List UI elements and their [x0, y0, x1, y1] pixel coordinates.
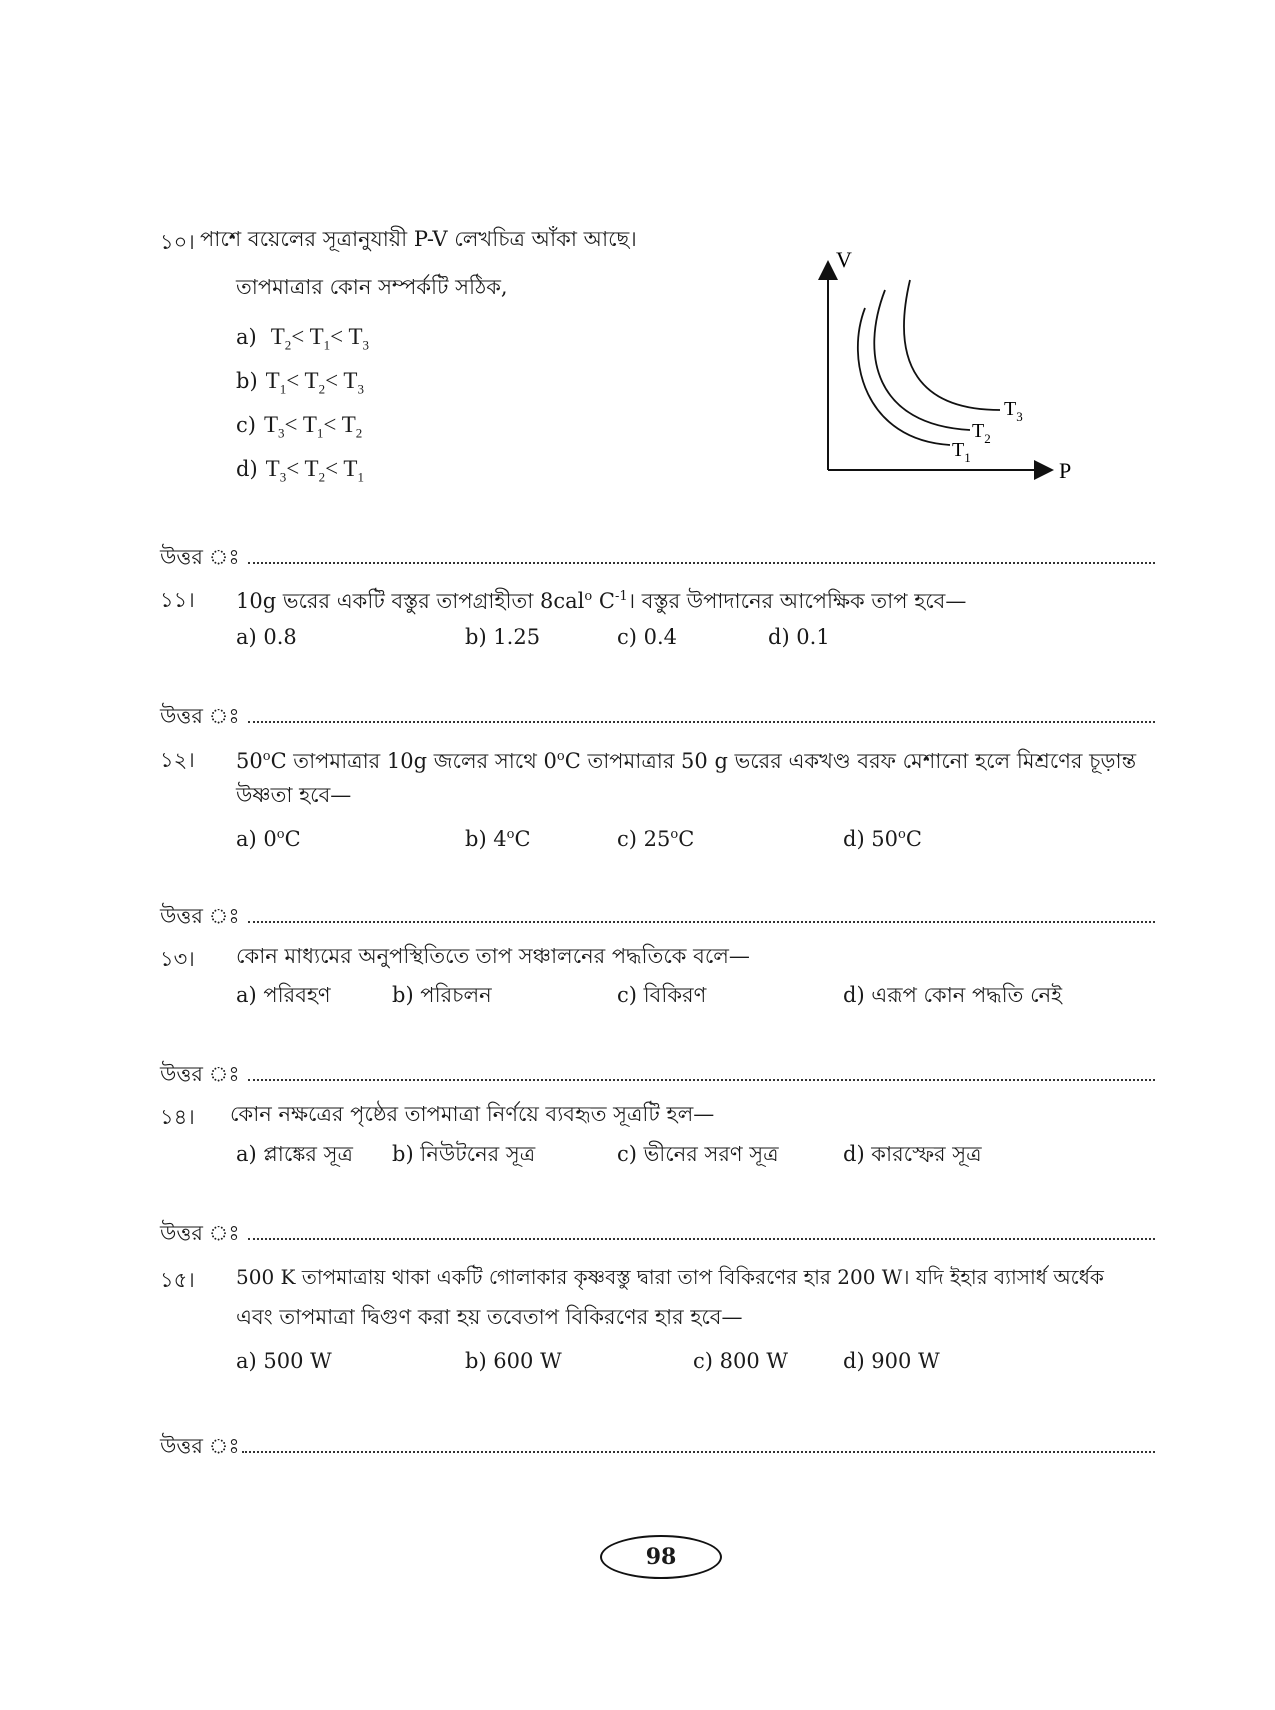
- q15-text-line2: এবং তাপমাত্রা দ্বিগুণ করা হয় তবেতাপ বিকিরণের হার হবে—: [236, 1305, 743, 1329]
- answer-label: উত্তর ঃ: [160, 1434, 240, 1458]
- q13-option-d[interactable]: d) এরূপ কোন পদ্ধতি নেই: [843, 983, 1063, 1007]
- answer-line-q11[interactable]: [160, 701, 1155, 731]
- q14-option-d[interactable]: d) কারস্ফের সূত্র: [843, 1142, 982, 1166]
- answer-label: উত্তর ঃ: [160, 1221, 240, 1245]
- answer-line-q15[interactable]: [160, 1431, 1155, 1461]
- q15-option-a[interactable]: a) 500 W: [236, 1349, 332, 1373]
- q11-number: ১১।: [160, 588, 195, 612]
- q10-option-c[interactable]: c) $T_3< T_1< T_2$: [236, 412, 363, 441]
- q15-option-c[interactable]: c) 800 W: [693, 1349, 788, 1373]
- q11-text: 10g ভরের একটি বস্তুর তাপগ্রাহীতা 8cal$^o$ $C^{-1}।$ বস্তুর উপাদানের আপেক্ষিক তাপ হবে—: [236, 589, 967, 613]
- p-axis-label: P: [1059, 458, 1072, 483]
- q14-number: ১৪।: [160, 1105, 195, 1129]
- q12-text: 50$^o$C তাপমাত্রার 10g জলের সাথে 0$^o$C তাপমাত্রার 50 g ভরের একখণ্ড বরফ মেশানো হলে মিশ্রণের চূড়ান্ত: [236, 749, 1137, 773]
- q10-option-b[interactable]: b) $T_1< T_2< T_3$: [236, 368, 364, 397]
- q10-option-a[interactable]: a) $T_2< T_1< T_3$: [236, 324, 370, 353]
- q12-option-a[interactable]: a) 0$^o$C: [236, 827, 301, 851]
- q11-option-b[interactable]: b) 1.25: [465, 625, 541, 649]
- q11-option-c[interactable]: c) 0.4: [617, 625, 678, 649]
- q15-option-d[interactable]: d) 900 W: [843, 1349, 940, 1373]
- pv-graph: [810, 240, 1110, 490]
- answer-label: উত্তর ঃ: [160, 545, 240, 569]
- q14-option-a[interactable]: a) প্লাঙ্কের সূত্র: [236, 1142, 353, 1166]
- isotherm-t2: [874, 290, 970, 430]
- answer-line-q14[interactable]: [160, 1218, 1155, 1248]
- q12-option-d[interactable]: d) 50$^o$C: [843, 827, 922, 851]
- answer-label: উত্তর ঃ: [160, 1062, 240, 1086]
- q11-option-d[interactable]: d) 0.1: [768, 625, 830, 649]
- q10-number: ১০।: [160, 230, 195, 254]
- page-number: 98: [600, 1535, 722, 1579]
- q12-option-c[interactable]: c) 25$^o$C: [617, 827, 695, 851]
- curve-label-t1: $T_1$: [952, 439, 971, 465]
- q15-number: ১৫।: [160, 1268, 195, 1292]
- answer-line-q13[interactable]: [160, 1059, 1155, 1089]
- q10-subtext: তাপমাত্রার কোন সম্পর্কটি সঠিক,: [236, 275, 508, 299]
- q13-option-c[interactable]: c) বিকিরণ: [617, 983, 707, 1007]
- q11-option-a[interactable]: a) 0.8: [236, 625, 297, 649]
- q13-number: ১৩।: [160, 947, 195, 971]
- q13-text: কোন মাধ্যমের অনুপস্থিতিতে তাপ সঞ্চালনের পদ্ধতিকে বলে—: [236, 944, 750, 968]
- q13-option-a[interactable]: a) পরিবহণ: [236, 983, 331, 1007]
- answer-label: উত্তর ঃ: [160, 704, 240, 728]
- v-axis-label: V: [836, 247, 852, 272]
- q14-option-c[interactable]: c) ভীনের সরণ সূত্র: [617, 1142, 779, 1166]
- curve-label-t2: $T_2$: [972, 420, 991, 446]
- answer-label: উত্তর ঃ: [160, 904, 240, 928]
- q12-option-b[interactable]: b) 4$^o$C: [465, 827, 531, 851]
- q14-text: কোন নক্ষত্রের পৃষ্ঠের তাপমাত্রা নির্ণয়ে ব্যবহৃত সূত্রটি হল—: [230, 1102, 715, 1126]
- curve-label-t3: $T_3$: [1004, 398, 1023, 424]
- isotherm-t3: [904, 280, 1000, 410]
- q13-option-b[interactable]: b) পরিচলন: [392, 983, 492, 1007]
- q12-number: ১২।: [160, 748, 195, 772]
- q10-text: পাশে বয়েলের সূত্রানুযায়ী P-V লেখচিত্র আঁকা আছে।: [200, 227, 637, 251]
- answer-line-q12[interactable]: [160, 901, 1155, 931]
- answer-line-q10[interactable]: [160, 542, 1155, 572]
- q14-option-b[interactable]: b) নিউটনের সূত্র: [392, 1142, 536, 1166]
- q10-option-d[interactable]: d) $T_3< T_2< T_1$: [236, 456, 364, 485]
- q15-option-b[interactable]: b) 600 W: [465, 1349, 562, 1373]
- q12-text-line2: উষ্ণতা হবে—: [236, 783, 352, 807]
- q15-text: 500 K তাপমাত্রায় থাকা একটি গোলাকার কৃষ্ণবস্তু দ্বারা তাপ বিকিরণের হার 200 W। যদি ইহার ব্যাসার্ধ অর্ধেক: [236, 1265, 1104, 1289]
